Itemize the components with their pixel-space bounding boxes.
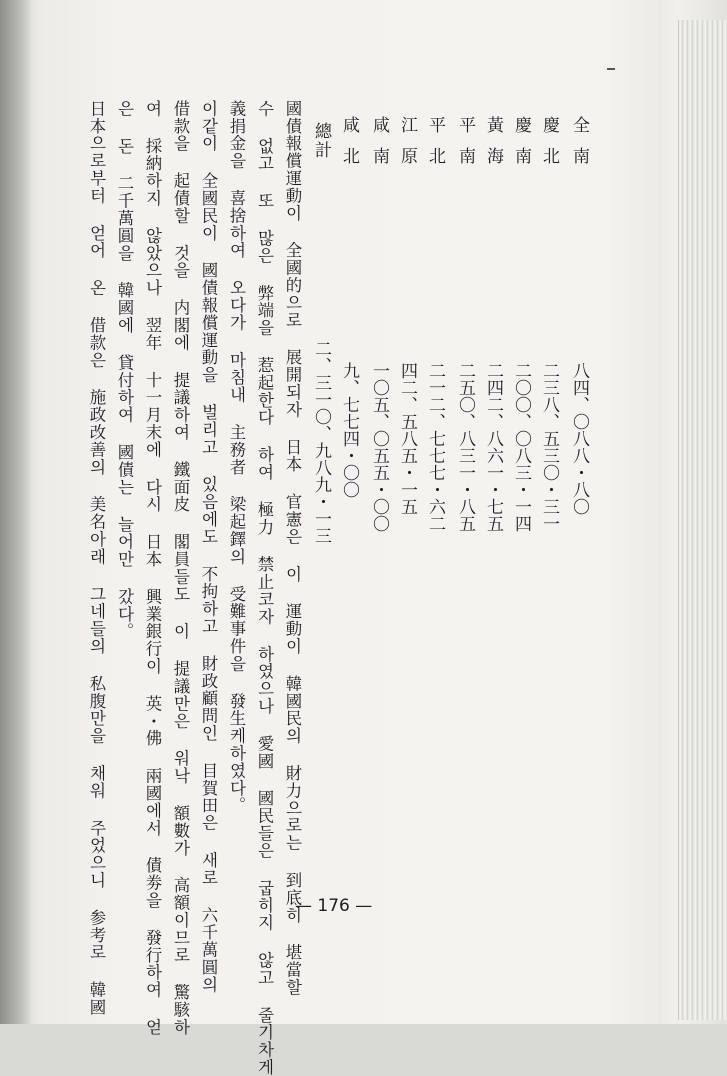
table-row-region: 平北: [425, 116, 445, 178]
page-edges: [678, 20, 727, 1020]
table-row-amount: 二一二、七七七・六二: [425, 362, 445, 532]
table-row-region: 全南: [569, 116, 589, 178]
table-row-region: 江原: [397, 116, 417, 178]
table-row-region: 咸南: [369, 116, 389, 178]
paragraph-line: 日本으로부터 얻어 온 借款은 施政改善의 美名아래 그네들의 私腹만을 채워 주었으니 参考로 韓國: [87, 100, 106, 1016]
table-row-amount: 二五〇、八三一・八五: [455, 362, 475, 532]
page-number: — 176 —: [295, 896, 373, 916]
margin-mark: [607, 68, 615, 70]
paragraph-line: 이같이 全國民이 國債報償運動을 벌리고 있음에도 不拘하고 財政顧問인 目賀田은 새로 六千萬圓의: [199, 100, 218, 994]
table-row-amount: 八四、〇八八・八〇: [569, 362, 589, 515]
table-row-region: 慶北: [539, 116, 559, 178]
paragraph-line: 國債報償運動이 全國的으로 展開되자 日本 官憲은 이 運動이 韓國民의 財力으로는 到底히 堪當할: [283, 100, 302, 996]
table-row-region: 咸北: [339, 116, 359, 178]
paragraph-line: 義捐金을 喜捨하여 오다가 마침내 主務者 梁起鐸의 受難事件을 發生케하였다。: [227, 100, 246, 815]
table-row-amount: 二〇〇、〇八三・一四: [511, 362, 531, 532]
table-row-amount: 二四二、八六一・七五: [483, 362, 503, 532]
table-row-region: 黃海: [483, 116, 503, 178]
table-total-amount: 二、三一〇、九八九・一三: [311, 340, 331, 544]
table-row-amount: 九、七七四・〇〇: [339, 362, 359, 498]
table-row-amount: 四二、五八五・一五: [397, 362, 417, 515]
table-row-region: 慶南: [511, 116, 531, 178]
table-row-amount: 二三八、五三〇・三一: [539, 362, 559, 532]
table-row-region: 平南: [455, 116, 475, 178]
table-row-amount: 一〇五、〇五五・〇〇: [369, 362, 389, 532]
book-spine-shadow: [0, 0, 32, 1024]
paragraph-line: 은 돈 二千萬圓을 韓國에 貸付하여 國債는 늘어만 갔다。: [115, 100, 134, 641]
table-total-label: 總計: [311, 122, 331, 160]
paragraph-line: 여 採納하지 않았으나 翌年 十一月末에 다시 日本 興業銀行이 英・佛 兩國에서 債劵을 發行하여 얻: [143, 100, 162, 1036]
paragraph-line: 수 없고 또 많은 弊端을 惹起한다 하여 極力 禁止코자 하였으나 愛國 國民들은 굽히지 않고 줄기차게: [255, 100, 274, 1076]
paragraph-line: 借款을 起債할 것을 内閣에 提議하여 鐵面皮 閣員들도 이 提議만은 워낙 額數가 高額이므로 驚駭하: [171, 100, 190, 1036]
